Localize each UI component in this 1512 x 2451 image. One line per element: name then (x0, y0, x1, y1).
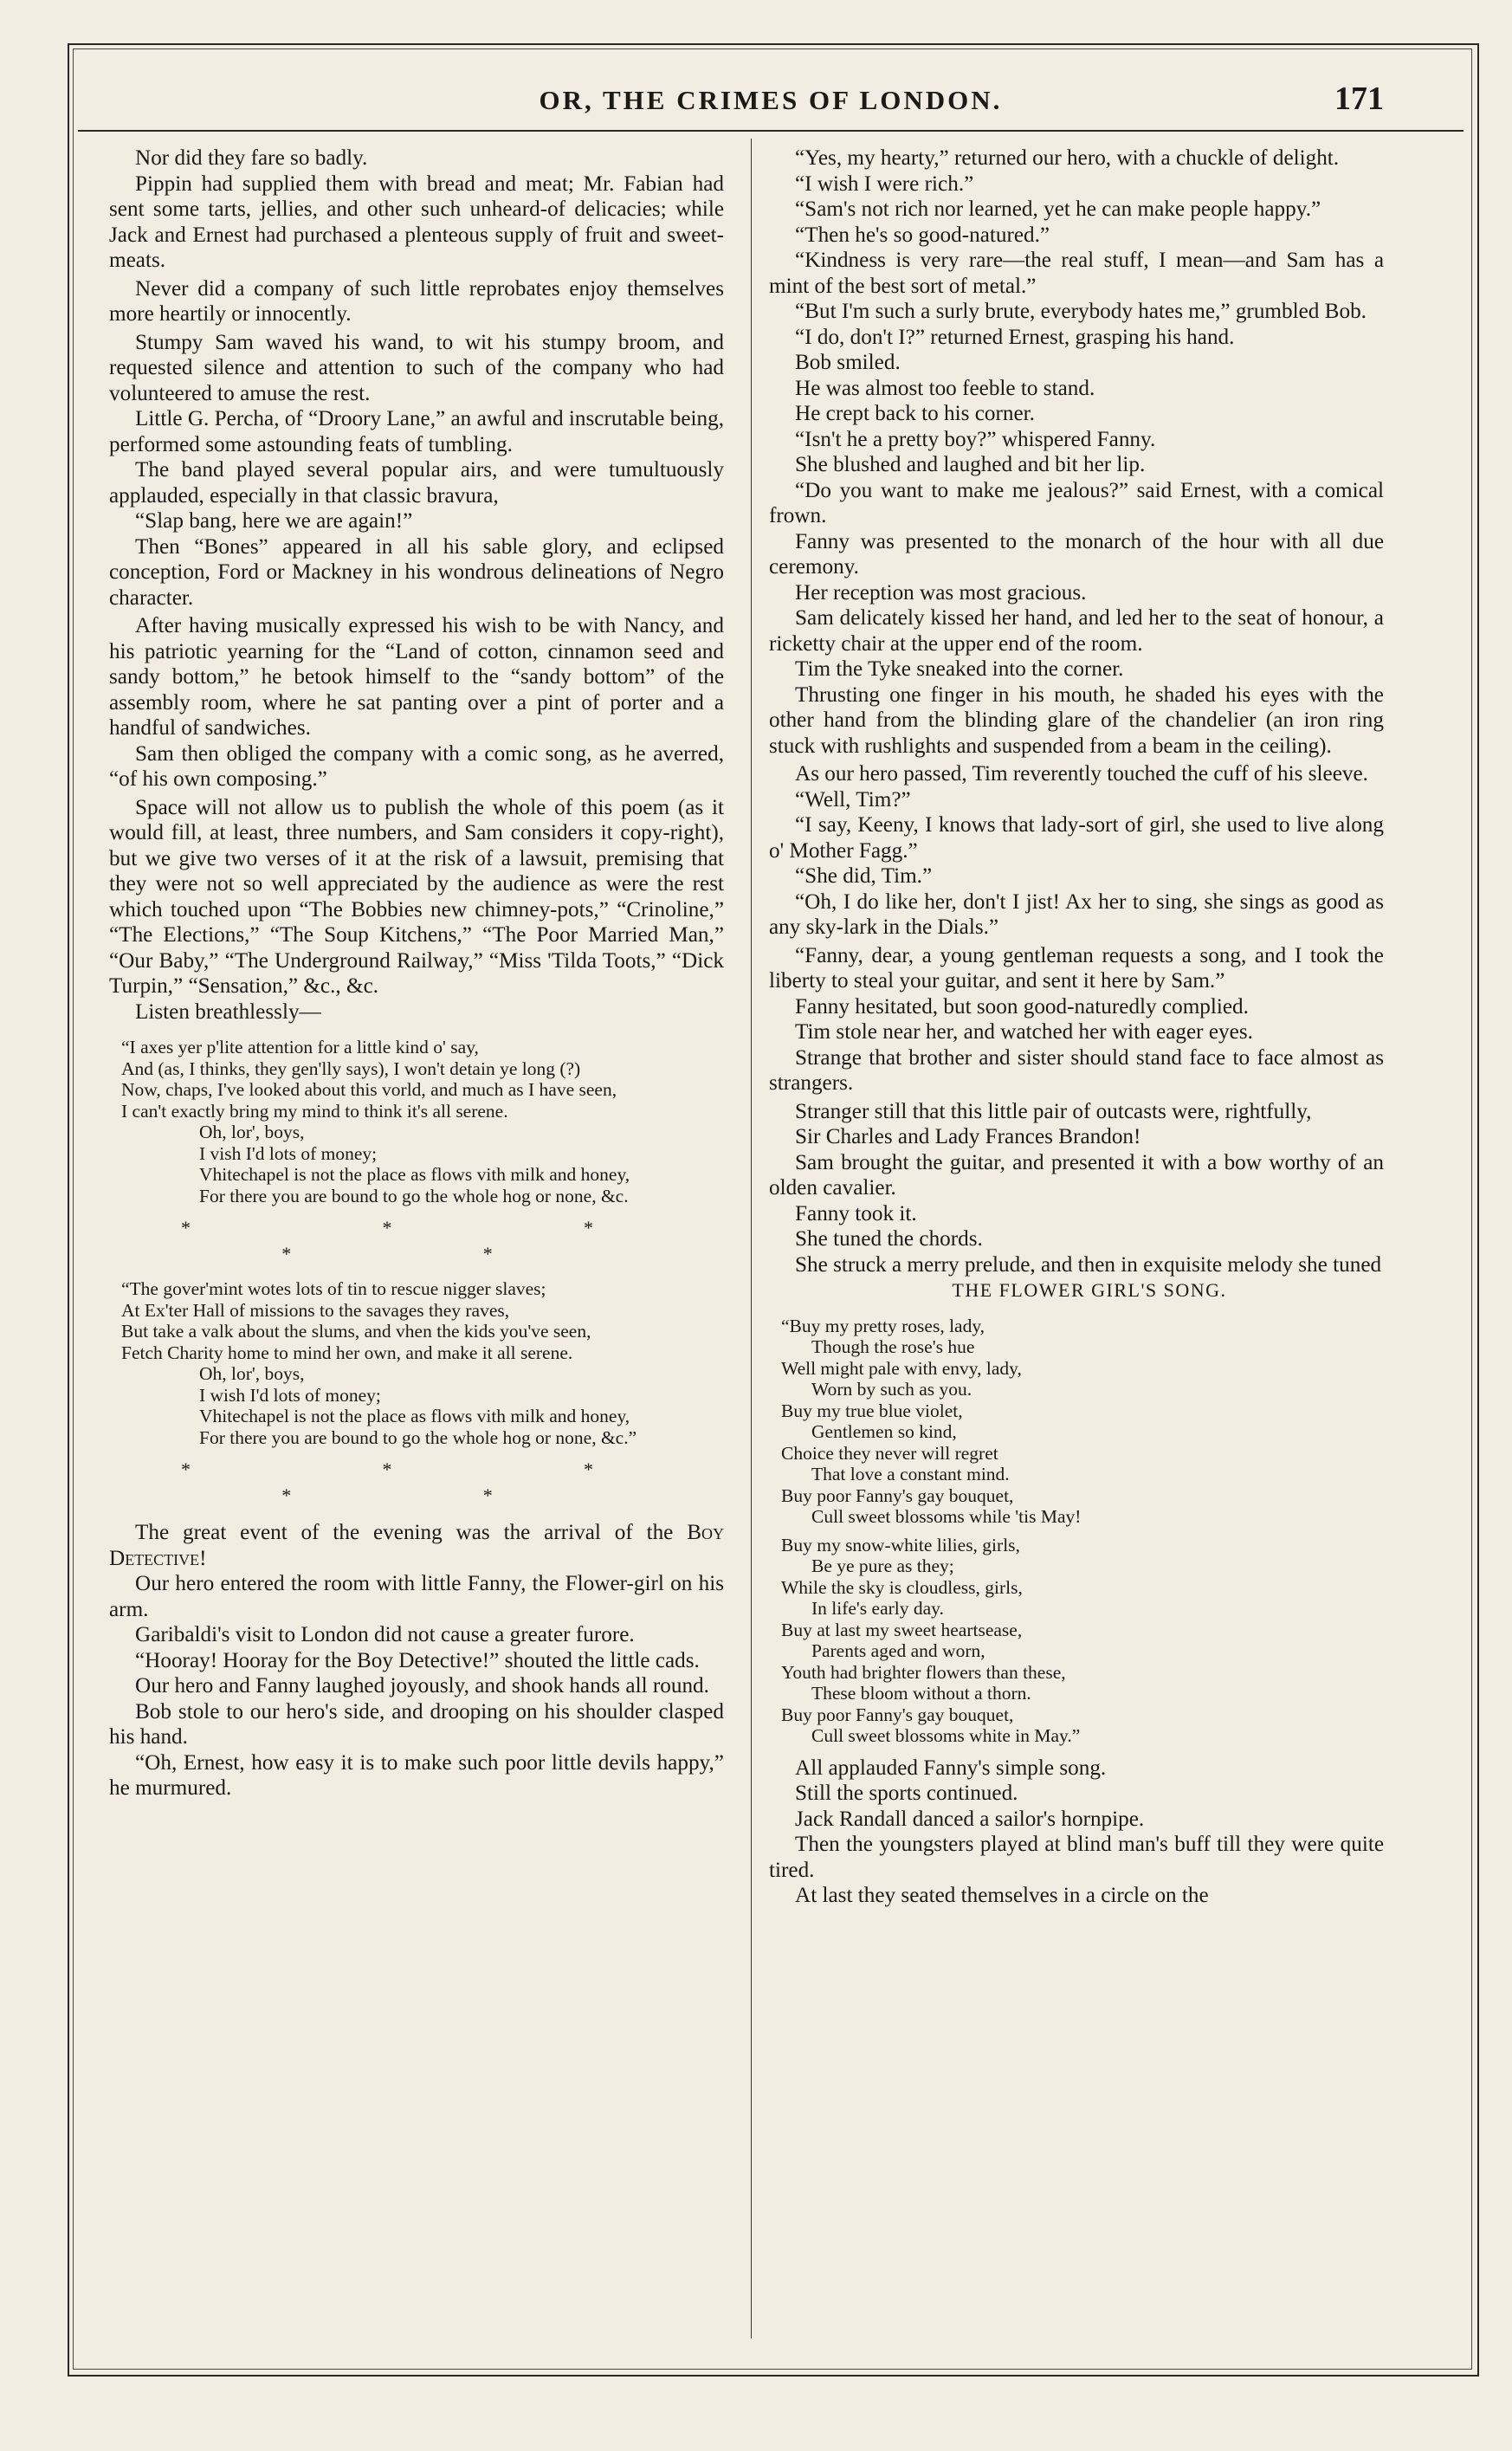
chorus-line: Vhitechapel is not the place as flows vith milk and honey, (199, 1406, 630, 1426)
verse-line: “Buy my pretty roses, lady, (781, 1315, 985, 1336)
paragraph: Thrusting one finger in his mouth, he shaded his eyes with the other hand from the blinding glare of the chandelier (an iron ring stuck with rushlights and suspended from a beam in the ceiling). (769, 682, 1384, 758)
running-head: OR, THE CRIMES OF LONDON. (539, 85, 1003, 115)
verse-line: Worn by such as you. (811, 1379, 972, 1400)
paragraph: Our hero and Fanny laughed joyously, and shook hands all round. (135, 1674, 709, 1698)
paragraph: “Sam's not rich nor learned, yet he can make people happy.” (795, 197, 1321, 221)
verse-line: But take a valk about the slums, and vhen the kids you've seen, (121, 1321, 591, 1342)
paragraph: He was almost too feeble to stand. (795, 376, 1095, 400)
verse-line: These bloom without a thorn. (811, 1683, 1031, 1704)
paragraph: Nor did they fare so badly. (135, 146, 368, 170)
text-run: ! (199, 1546, 207, 1570)
paragraph: At last they seated themselves in a circle on the (795, 1884, 1209, 1907)
paragraph: “I wish I were rich.” (795, 171, 974, 196)
comic-song-verse-1 (109, 1037, 724, 1206)
paragraph: Jack Randall danced a sailor's hornpipe. (795, 1807, 1145, 1831)
paragraph: “But I'm such a surly brute, everybody hates me,” grumbled Bob. (795, 300, 1367, 323)
paragraph: “Kindness is very rare—the real stuff, I mean—and Sam has a mint of the best sort of metal.” (769, 249, 1384, 298)
paragraph: Fanny hesitated, but soon good-naturedly complied. (795, 994, 1249, 1019)
paragraph: The band played several popular airs, and were tumultuously applauded, especially in that classic bravura, (109, 458, 724, 508)
verse-line: “The gover'mint wotes lots of tin to rescue nigger slaves; (121, 1278, 546, 1299)
verse-line: Though the rose's hue (811, 1336, 975, 1357)
verse-line: Buy poor Fanny's gay bouquet, (781, 1484, 1014, 1506)
verse-line: I can't exactly bring my mind to think it's all serene. (121, 1100, 508, 1122)
paragraph: “Slap bang, here we are again!” (135, 509, 413, 533)
chorus-line: Oh, lor', boys, (199, 1122, 305, 1142)
paragraph: Tim stole near her, and watched her with eager eyes. (795, 1020, 1253, 1044)
paragraph: Fanny was presented to the monarch of the hour with all due ceremony. (769, 529, 1384, 579)
paragraph: “Isn't he a pretty boy?” whispered Fanny. (795, 427, 1156, 451)
verse-line: Now, chaps, I've looked about this vorld, and much as I have seen, (121, 1079, 617, 1100)
verse-line: Youth had brighter flowers than these, (781, 1661, 1066, 1683)
paragraph: “Yes, my hearty,” returned our hero, with a chuckle of delight. (795, 146, 1340, 170)
verse-line: In life's early day. (811, 1598, 944, 1619)
paragraph: Pippin had supplied them with bread and meat; Mr. Fabian had sent some tarts, jellies, and other such unheard-of delicacies; while Jack and Ernest had purchased a plenteous supply of fruit and sweet-meats. (109, 171, 724, 272)
paragraph: Stumpy Sam waved his wand, to wit his stumpy broom, and requested silence and attention to such of the company who had volunteered to amuse the rest. (109, 330, 724, 405)
verse-line: Cull sweet blossoms white in May.” (811, 1725, 1081, 1746)
paragraph: “Fanny, dear, a young gentleman requests a song, and I took the liberty to steal your guitar, and sent it here by Sam.” (769, 943, 1384, 993)
verse-line: And (as, I thinks, they gen'lly says), I won't detain ye long (?) (121, 1057, 581, 1079)
paragraph: Garibaldi's visit to London did not cause a greater furore. (135, 1623, 635, 1646)
paragraph: She blushed and laughed and bit her lip. (795, 453, 1146, 476)
chorus-line: I vish I'd lots of money; (199, 1142, 378, 1164)
paragraph: Sam brought the guitar, and presented it with a bow worthy of an olden cavalier. (769, 1150, 1384, 1200)
paragraph: Bob stole to our hero's side, and drooping on his shoulder clasped his hand. (109, 1699, 724, 1749)
verse-line: At Ex'ter Hall of missions to the savages they raves, (121, 1299, 510, 1321)
verse-line: Cull sweet blossoms while 'tis May! (811, 1506, 1082, 1527)
paragraph: Listen breathlessly— (135, 999, 321, 1024)
paragraph: “I do, don't I?” returned Ernest, grasping his hand. (795, 325, 1235, 349)
verse-line: Choice they never will regret (781, 1442, 998, 1464)
paragraph: Space will not allow us to publish the whole of this poem (as it would fill, at least, three numbers, and Sam considers it copy-right), but we give two verses of it at the risk of a lawsuit, premising that they were not so well appreciated by the audience as were the rest which touched upon “The Bobbies new chimney-pots,” “Crinoline,” “The Elections,” “The Soup Kitchens,” “The Poor Married Man,” “Our Baby,” “The Underground Railway,” “Miss 'Tilda Toots,” “Dick Turpin,” “Sensation,” &c., &c. (109, 795, 724, 998)
boy-detective-smallcaps: Boy Detective (109, 1521, 724, 1570)
verse-line: Fetch Charity home to mind her own, and make it all serene. (121, 1342, 573, 1363)
verse-line: Buy poor Fanny's gay bouquet, (781, 1704, 1014, 1725)
verse-line: Parents aged and worn, (811, 1640, 985, 1661)
chorus-line: I wish I'd lots of money; (199, 1384, 381, 1406)
chorus-line: Vhitechapel is not the place as flows vith milk and honey, (199, 1164, 630, 1185)
header-rule (78, 130, 1464, 132)
verse-line: Buy my snow-white lilies, girls, (781, 1534, 1020, 1555)
song-title: THE FLOWER GIRL'S SONG. (952, 1279, 1227, 1301)
paragraph: After having musically expressed his wish to be with Nancy, and his patriotic yearning for the “Land of cotton, cinnamon seed and sandy bottom,” he betook himself to the “sandy bottom” of the assembly room, where he sat panting over a pint of porter and a handful of sandwiches. (109, 614, 724, 740)
asterism: * * * * * (181, 1217, 687, 1264)
verse-line: Well might pale with envy, lady, (781, 1357, 1022, 1379)
paragraph: Sir Charles and Lady Frances Brandon! (795, 1125, 1141, 1148)
chorus-line: For there you are bound to go the whole hog or none, &c. (199, 1185, 629, 1206)
verse-line: Buy at last my sweet heartsease, (781, 1619, 1023, 1640)
right-column (769, 146, 1384, 2328)
paragraph: All applauded Fanny's simple song. (795, 1756, 1107, 1780)
paragraph: “Hooray! Hooray for the Boy Detective!” shouted the little cads. (135, 1648, 700, 1672)
paragraph: “She did, Tim.” (795, 864, 933, 888)
paragraph: Sam delicately kissed her hand, and led her to the seat of honour, a ricketty chair at the upper end of the room. (769, 606, 1384, 656)
paragraph: Our hero entered the room with little Fanny, the Flower-girl on his arm. (109, 1572, 724, 1621)
paragraph (109, 1520, 724, 1571)
paragraph: Still the sports continued. (795, 1782, 1018, 1805)
paragraph: Stranger still that this little pair of outcasts were, rightfully, (795, 1099, 1312, 1123)
paragraph: “Well, Tim?” (795, 787, 911, 812)
page-header (78, 80, 1464, 125)
paragraph: She tuned the chords. (795, 1227, 983, 1251)
page-number: 171 (1334, 81, 1384, 117)
paragraph: Sam then obliged the company with a comic song, as he averred, “of his own composing.” (109, 741, 724, 791)
paragraph: Tim the Tyke sneaked into the corner. (795, 657, 1124, 681)
verse-line: Be ye pure as they; (811, 1555, 954, 1576)
asterism: * * * * * (181, 1458, 687, 1506)
verse-line: Gentlemen so kind, (811, 1421, 957, 1442)
verse-line: Buy my true blue violet, (781, 1400, 963, 1421)
paragraph: “Oh, Ernest, how easy it is to make such poor little devils happy,” he murmured. (109, 1750, 724, 1800)
paragraph: Never did a company of such little reprobates enjoy themselves more heartily or innocently. (109, 276, 724, 326)
chorus-line: For there you are bound to go the whole hog or none, &c.” (199, 1426, 637, 1448)
paragraph: Bob smiled. (795, 351, 901, 374)
paragraph: “Do you want to make me jealous?” said Ernest, with a comical frown. (769, 478, 1384, 527)
left-column (109, 146, 724, 2328)
stanza-gap (769, 1528, 1384, 1535)
verse-line: That love a constant mind. (811, 1464, 1010, 1484)
paragraph: Then “Bones” appeared in all his sable glory, and eclipsed conception, Ford or Mackney in his wondrous delineations of Negro character. (109, 534, 724, 610)
column-rule (751, 139, 752, 2338)
paragraph: As our hero passed, Tim reverently touched the cuff of his sleeve. (795, 762, 1368, 786)
paragraph: He crept back to his corner. (795, 402, 1035, 425)
paragraph: Fanny took it. (795, 1201, 917, 1226)
verse-line: While the sky is cloudless, girls, (781, 1576, 1023, 1598)
bottom-rule (78, 2375, 1472, 2377)
paragraph: “I say, Keeny, I knows that lady-sort of girl, she used to live along o' Mother Fagg.” (769, 813, 1384, 863)
paragraph: Then the youngsters played at blind man's buff till they were quite tired. (769, 1833, 1384, 1882)
paragraph: Little G. Percha, of “Droory Lane,” an awful and inscrutable being, performed some astounding feats of tumbling. (109, 407, 724, 456)
chorus-line: Oh, lor', boys, (199, 1363, 305, 1384)
paragraph: Strange that brother and sister should stand face to face almost as strangers. (769, 1045, 1384, 1095)
flower-girl-song (769, 1316, 1384, 1747)
paragraph: “Then he's so good-natured.” (795, 223, 1050, 247)
paragraph: She struck a merry prelude, and then in exquisite melody she tuned (795, 1252, 1382, 1277)
verse-line: “I axes yer p'lite attention for a little kind o' say, (121, 1037, 479, 1057)
paragraph: “Oh, I do like her, don't I jist! Ax her to sing, she sings as good as any sky-lark in the Dials.” (769, 889, 1384, 939)
paragraph: Her reception was most gracious. (795, 580, 1087, 605)
comic-song-verse-2 (109, 1278, 724, 1448)
text-run: The great event of the evening was the arrival of the (135, 1521, 674, 1544)
